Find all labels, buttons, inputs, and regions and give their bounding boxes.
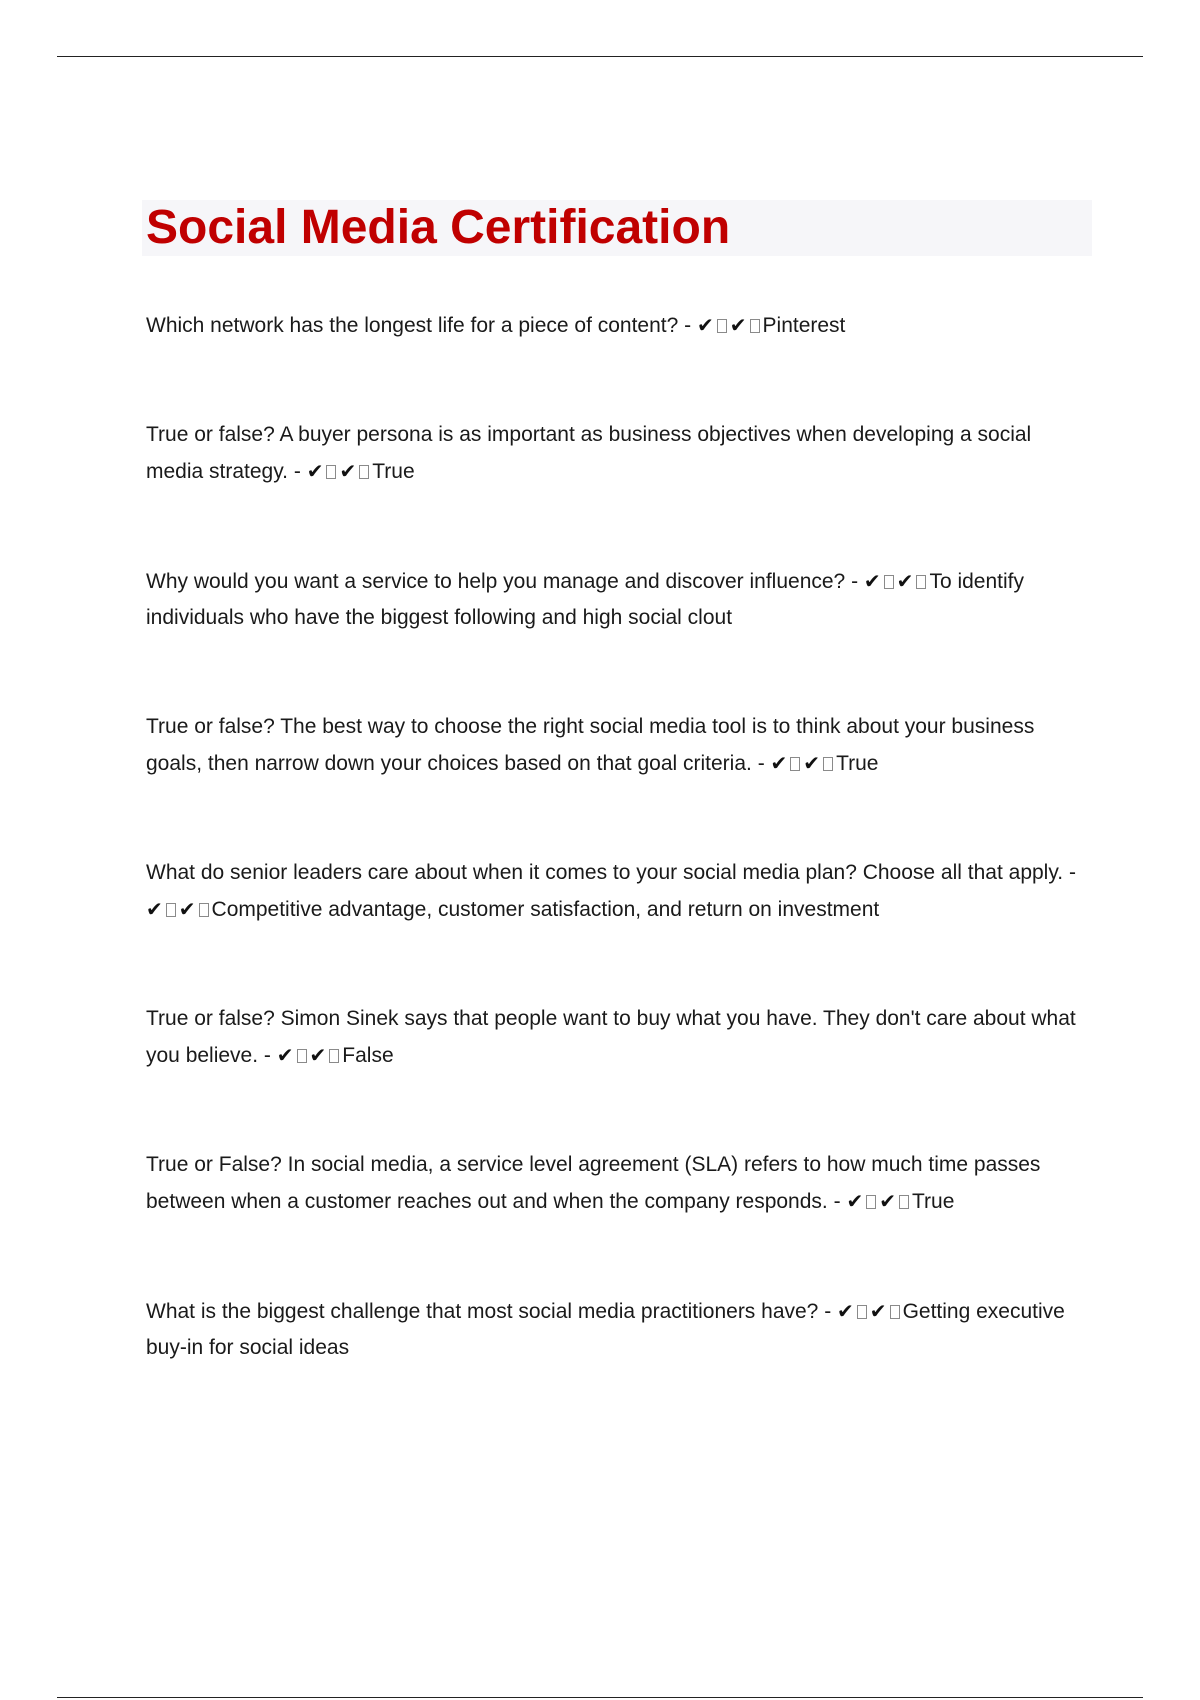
missing-glyph-box-icon <box>884 575 894 589</box>
qa-item <box>146 855 1091 928</box>
question-text: What do senior leaders care about when it comes to your social media plan? Choose all that apply. <box>146 861 1064 884</box>
checkmark-icon: ✔ <box>146 897 163 921</box>
separator-dash: - <box>818 1300 838 1323</box>
answer-text: True <box>911 1190 955 1213</box>
checkmark-icon: ✔ <box>306 459 324 483</box>
missing-glyph-box-icon <box>790 757 800 771</box>
checkmark-icon: ✔ <box>803 751 821 775</box>
separator-dash: - <box>751 752 771 775</box>
answer-text: False <box>342 1044 394 1067</box>
checkmark-icon: ✔ <box>770 751 788 775</box>
checkmark-icon: ✔ <box>879 1189 896 1213</box>
qa-item <box>146 1293 1091 1366</box>
missing-glyph-box-icon <box>199 903 209 917</box>
answer-marker <box>837 1300 903 1323</box>
header-rule <box>57 56 1143 57</box>
missing-glyph-box-icon <box>857 1305 867 1319</box>
checkmark-icon: ✔ <box>276 1043 294 1067</box>
checkmark-icon: ✔ <box>896 569 914 593</box>
question-text: True or false? A buyer persona is as important as business objectives when developing a social media strategy. <box>146 423 1032 483</box>
missing-glyph-box-icon <box>916 575 926 589</box>
qa-item <box>146 1001 1091 1074</box>
answer-marker <box>771 752 837 775</box>
answer-text: Pinterest <box>762 314 846 337</box>
question-text: Why would you want a service to help you manage and discover influence? <box>146 570 846 593</box>
answer-marker <box>146 898 212 921</box>
missing-glyph-box-icon <box>750 319 760 333</box>
missing-glyph-box-icon <box>890 1305 900 1319</box>
qa-item <box>146 709 1091 782</box>
qa-item <box>146 1147 1091 1220</box>
document-title: Social Media Certification <box>146 201 731 254</box>
missing-glyph-box-icon <box>359 465 369 479</box>
separator-dash: - <box>1063 861 1076 884</box>
checkmark-icon: ✔ <box>863 569 881 593</box>
separator-dash: - <box>827 1190 847 1213</box>
question-text: True or false? Simon Sinek says that people want to buy what you have. They don't care about what you believe. <box>146 1007 1076 1067</box>
answer-text: To identify individuals who have the biggest following and high social clout <box>146 570 1024 629</box>
answer-marker <box>864 570 930 593</box>
answer-text: Getting executive buy-in for social ideas <box>146 1300 1065 1359</box>
missing-glyph-box-icon <box>866 1195 876 1209</box>
separator-dash: - <box>288 460 307 483</box>
checkmark-icon: ✔ <box>309 1043 327 1067</box>
answer-marker <box>307 460 373 483</box>
checkmark-icon: ✔ <box>846 1189 864 1213</box>
checkmark-icon: ✔ <box>178 897 196 921</box>
missing-glyph-box-icon <box>166 903 176 917</box>
question-text: What is the biggest challenge that most social media practitioners have? <box>146 1300 819 1323</box>
separator-dash: - <box>845 570 864 593</box>
qa-item <box>146 307 1091 344</box>
missing-glyph-box-icon <box>717 319 727 333</box>
checkmark-icon: ✔ <box>837 1299 854 1323</box>
qa-list <box>146 307 1091 1439</box>
missing-glyph-box-icon <box>329 1049 339 1063</box>
answer-marker <box>277 1044 343 1067</box>
missing-glyph-box-icon <box>899 1195 909 1209</box>
answer-text: True <box>836 752 879 775</box>
answer-text: True <box>372 460 415 483</box>
answer-text: Competitive advantage, customer satisfaction, and return on investment <box>211 898 880 921</box>
checkmark-icon: ✔ <box>869 1299 887 1323</box>
answer-marker <box>846 1190 912 1213</box>
footer-rule <box>57 1697 1143 1698</box>
missing-glyph-box-icon <box>297 1049 307 1063</box>
separator-dash: - <box>258 1044 277 1067</box>
question-text: Which network has the longest life for a piece of content? <box>146 314 679 337</box>
missing-glyph-box-icon <box>326 465 336 479</box>
question-text: True or False? In social media, a service level agreement (SLA) refers to how much time passes between when a customer reaches out and when the company responds. <box>146 1153 1041 1213</box>
checkmark-icon: ✔ <box>339 459 357 483</box>
question-text: True or false? The best way to choose the right social media tool is to think about your business goals, then narrow down your choices based on that goal criteria. <box>146 715 1035 775</box>
answer-marker <box>697 314 763 337</box>
missing-glyph-box-icon <box>823 757 833 771</box>
qa-item <box>146 563 1091 636</box>
qa-item <box>146 417 1091 490</box>
separator-dash: - <box>678 314 697 337</box>
checkmark-icon: ✔ <box>729 313 747 337</box>
checkmark-icon: ✔ <box>696 313 714 337</box>
